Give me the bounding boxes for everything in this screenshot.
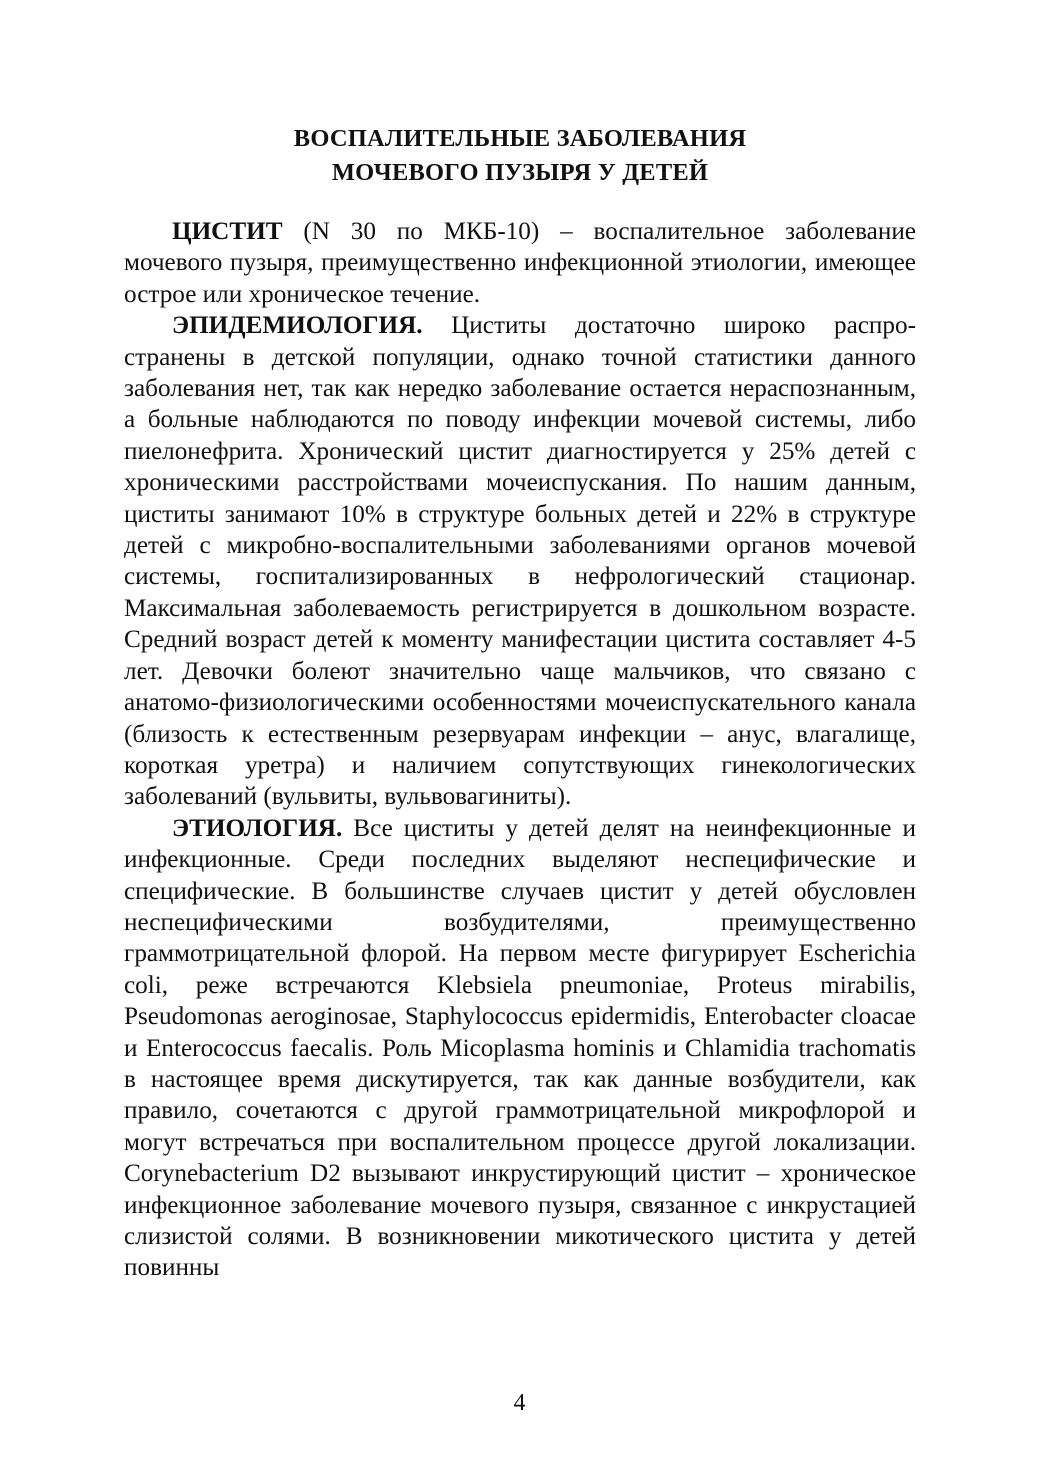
heading-epidemiology: ЭПИДЕМИОЛОГИЯ. (172, 312, 423, 340)
paragraph-cystitis-text: (N 30 по МКБ-10) – воспалительное заболевание мочевого пузыря, преимущественно инфекционной этиологии, имеющее острое или хроническое течение. (124, 218, 916, 308)
heading-etiology: ЭТИОЛОГИЯ. (172, 814, 343, 842)
chapter-title-line-1: ВОСПАЛИТЕЛЬНЫЕ ЗАБОЛЕВАНИЯ (293, 125, 747, 152)
paragraph-etiology-text: Все циститы у детей делят на неинфекционные и инфекционные. Среди последних выделяют неспецифические и специфические. В большинстве случаев цистит у детей обусловлен неспецифическими возбудителями, преимущественно граммотрицательной флорой. На первом месте фигурирует Escherichia coli, реже встречаются Klebsiela pneumoniae, Proteus mirabilis, Pseudomonas aeroginosae, Staphylococcus epidermidis, Enterobacter cloacae и Enterococcus faecalis. Роль Micoplasma hominis и Chlamidia trachomatis в настоящее время дискутируется, так как данные возбудители, как правило, сочетаются с другой граммотрицательной микрофлорой и могут встречаться при воспалительном процессе другой локализации. Corynebacterium D2 вызывают инкрустирующий цистит – хроническое инфекционное заболевание мочевого пузыря, связанное с инкрустацией слизистой солями. В возникновении микотического цистита у детей повинны (124, 814, 916, 1282)
paragraph-epidemiology-text: Циститы достаточно широко распространены в детской популяции, однако точной статистики данного заболевания нет, так как нередко заболевание остается нераспознанным, а больные наблюдаются по поводу инфекции мочевой системы, либо пиелонефрита. Хронический цистит диагностируется у 25% детей с хроническими расстройствами мочеиспускания. По нашим данным, циститы занимают 10% в структуре больных детей и 22% в структуре детей с микробно-воспалительными заболеваниями органов мочевой системы, госпитализированных в нефрологический стационар. Максимальная заболеваемость регистрируется в дошкольном возрасте. Средний возраст детей к моменту манифестации цистита составляет 4-5 лет. Девочки болеют значительно чаще мальчиков, что связано с анатомо-физиологическими особенностями мочеиспускательного канала (близость к естественным резервуарам инфекции – анус, влагалище, короткая уретра) и наличием сопутствующих гинекологических заболеваний (вульвиты, вульвовагиниты). (124, 312, 916, 811)
paragraph-epidemiology (124, 310, 916, 813)
chapter-title-line-2: МОЧЕВОГО ПУЗЫРЯ У ДЕТЕЙ (331, 159, 709, 186)
page-number: 4 (513, 1390, 526, 1416)
page-content (124, 122, 916, 1284)
paragraph-etiology (124, 813, 916, 1284)
paragraph-cystitis (124, 216, 916, 310)
chapter-title (124, 122, 916, 190)
term-cystitis: ЦИСТИТ (172, 218, 283, 245)
